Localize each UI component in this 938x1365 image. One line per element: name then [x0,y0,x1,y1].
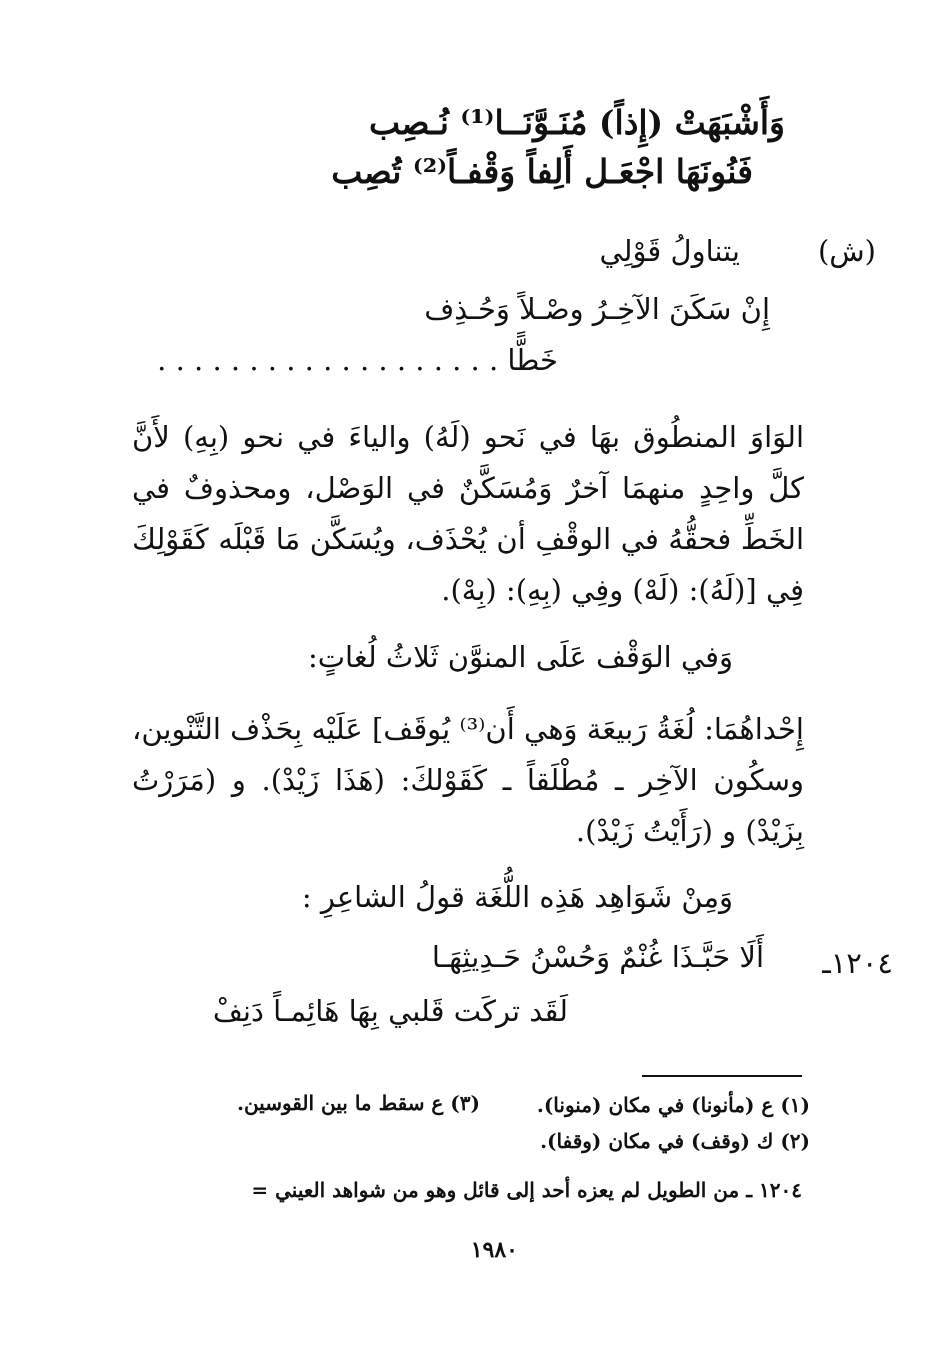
poem-line-2: لَقَد تركَت قَلبي بِهَا هَائِمـاً دَنِفْ [212,994,568,1028]
paragraph-4: وَمِنْ شَوَاهِد هَذِه اللُّغَة قولُ الشاعِرِ : [301,880,733,914]
footnote-divider [642,1075,802,1077]
paragraph-3: إِحْداهُمَا: لُغَةُ رَبيعَة وَهي أَن⁽³⁾ يُوقَف] عَلَيْه بِحَذْف التَّنْوين، وسكُون الآخِر ـ مُطْلَقاً ـ كَقَوْلكَ: (هَذَا زَيْدْ). و (مَرَرْتُ بِزَيْدْ) و (رَأَيْتُ زَيْدْ). [132,712,804,848]
page-number: ١٩٨٠ [470,1237,518,1263]
verse-line-2: فَنُونَهَا اجْعَـل أَلِفاً وَقْفـاً⁽²⁾ تُصِب [331,152,753,191]
paragraph-2: وَفي الوَقْف عَلَى المنوَّن ثَلاثُ لُغاتٍ: [307,640,733,674]
verse-line-1: وَأَشْبَهَتْ (إِذاً) مُنَـوَّنَــا⁽¹⁾ نُـصِب [369,103,785,142]
poem-line-1: أَلَا حَبَّـذَا غُنْمٌ وَحُسْنُ حَـدِيثِهَـا [431,940,764,974]
footnote-2: (٢) ك (وقف) في مكان (وقفا). [540,1129,810,1153]
commentary-intro: يتناولُ قَوْلِي [599,234,740,268]
quoted-verse-line-1: إِنْ سَكَنَ الآخِـرُ وصْـلاً وَحُـذِف [424,292,770,326]
quoted-verse-line-2: خَطًّا . . . . . . . . . . . . . . . . . . . [157,343,558,377]
paragraph-1: الوَاوَ المنطُوق بهَا في نَحو (لَهُ) والياءَ في نحو (بِهِ) لأَنَّ كلَّ واحِدٍ منهمَا آخرٌ وَمُسَكَّنٌ في الوَصْل، ومحذوفٌ في الخَطِّ فحقُّهُ في الوقْفِ أن يُحْذَف، ويُسَكَّن مَا قَبْلَه كَقَوْلِكَ فِي [(لَهُ): (لَهْ) وفِي (بِهِ): (بِهْ). [132,420,804,607]
footnote-poem: ١٢٠٤ ـ من الطويل لم يعزه أحد إلى قائل وهو من شواهد العيني = [251,1178,802,1202]
footnote-1: (١) ع (مأنونا) في مكان (منونا). [536,1093,810,1117]
commentary-marker: (ش) [817,234,876,268]
poem-number: ١٢٠٤ـ [822,946,893,980]
footnote-3: (٣) ع سقط ما بين القوسين. [236,1091,480,1115]
